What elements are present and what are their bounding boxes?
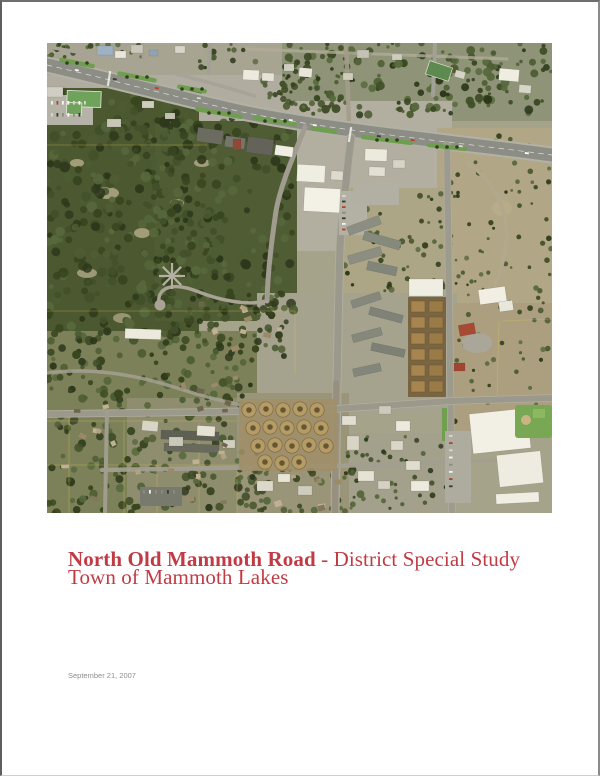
title-block <box>68 547 548 589</box>
aerial-photo-svg <box>47 43 552 513</box>
page-title <box>68 547 548 589</box>
date-label: September 21, 2007 <box>68 671 136 680</box>
title-line2: Town of Mammoth Lakes <box>68 564 289 589</box>
title-line1-bold: North Old Mammoth Road <box>68 547 316 571</box>
title-line1-rest: - District Special Study <box>315 547 521 571</box>
aerial-photo <box>47 43 552 513</box>
